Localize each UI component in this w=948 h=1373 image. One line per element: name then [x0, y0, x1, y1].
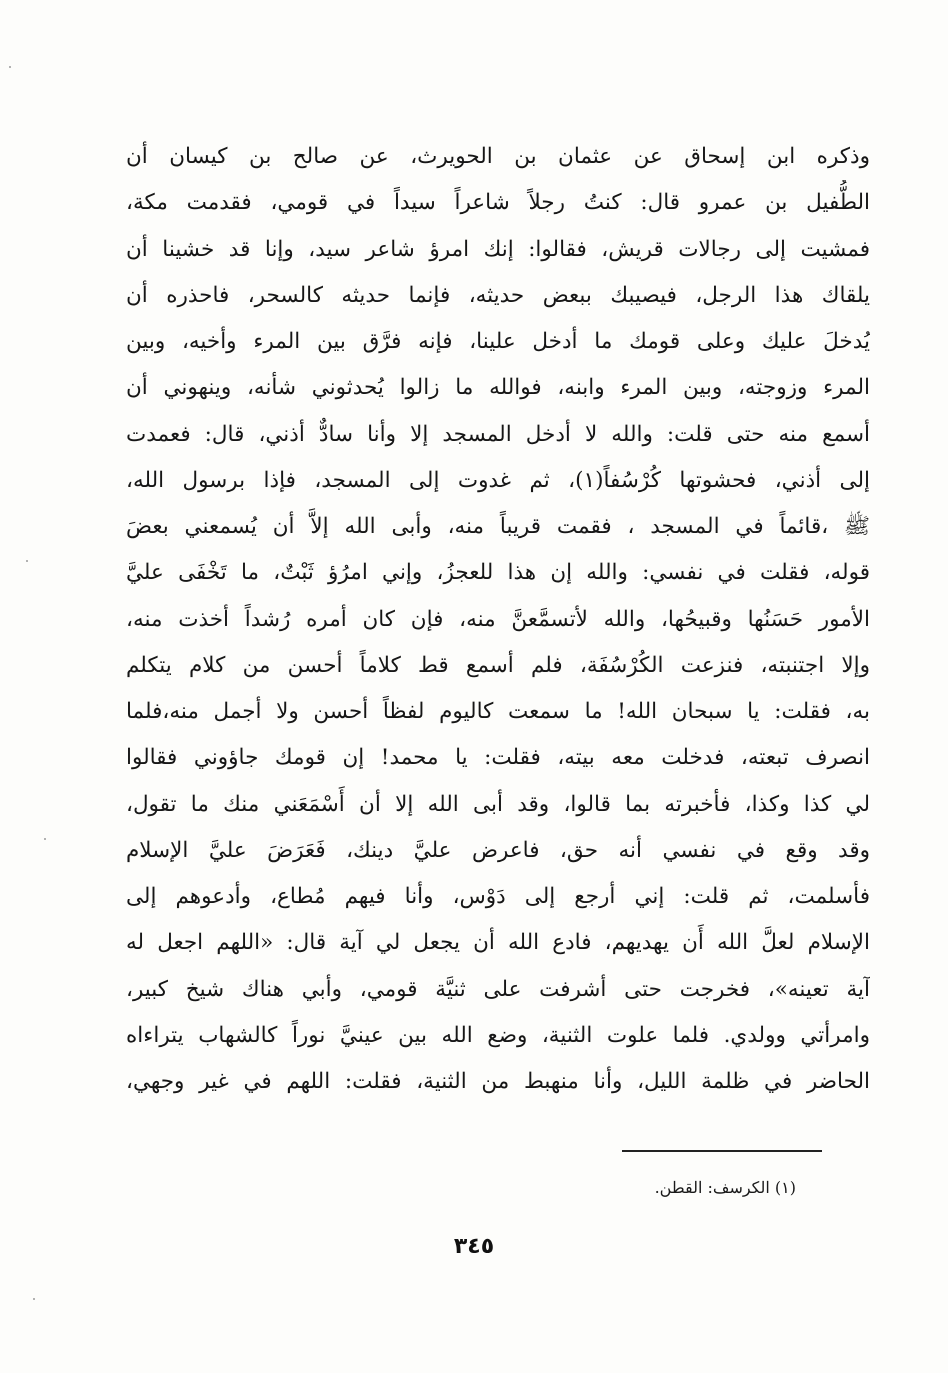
scan-speck [44, 838, 46, 840]
footnote: (١) الكرسف: القطن. [654, 1178, 796, 1197]
text-line: المرء وزوجته، وبين المرء وابنه، فوالله ما زالوا يُحدثوني شأنه، وينهوني أن [126, 375, 870, 401]
text-line: أسمع منه حتى قلت: والله لا أدخل المسجد إلا وأنا سادٌّ أذني، قال: فعمدت [126, 421, 870, 447]
scan-speck [33, 1298, 35, 1300]
text-line: انصرف تبعته، فدخلت معه بيته، فقلت: يا محمد! إن قومك جاؤوني فقالوا [126, 745, 870, 771]
text-line: وامرأتي وولدي. فلما علوت الثنية، وضع الله بين عينيَّ نوراً كالشهاب يتراءاه [126, 1022, 870, 1048]
page-number: ٣٤٥ [453, 1234, 495, 1259]
text-line: إلى أذني، فحشوتها كُرْسُفاً(١)، ثم غدوت إلى المسجد، فإذا برسول الله، [126, 467, 870, 493]
text-line: وإلا اجتنبته، فنزعت الكُرْسُفَة، فلم أسمع قط كلاماً أحسن من كلام يتكلم [126, 652, 870, 678]
text-line: الطُّفيل بن عمرو قال: كنتُ رجلاً شاعراً سيداً في قومي، فقدمت مكة، [126, 190, 870, 216]
text-line: قوله، فقلت في نفسي: والله إن هذا للعجزُ، وإني امرُؤ ثَبْتٌ، ما تَخْفَى عليَّ [126, 560, 870, 586]
text-line: الإسلام لعلَّ الله أَن يهديهم، فادع الله أن يجعل لي آية قال: «اللهم اجعل له [126, 930, 870, 956]
text-line: وذكره ابن إسحاق عن عثمان بن الحويرث، عن صالح بن كيسان أن [126, 144, 870, 169]
scan-speck [9, 66, 11, 68]
main-text [126, 134, 870, 1105]
text-line: فأسلمت، ثم قلت: إني أرجع إلى دَوْس، وأنا فيهم مُطاع، وأدعوهم إلى [126, 884, 870, 909]
text-line: به، فقلت: يا سبحان الله! ما سمعت كاليوم لفظاً أحسن ولا أجمل منه،فلما [126, 699, 870, 724]
scan-speck [26, 560, 28, 562]
text-line: لي كذا وكذا، فأخبرته بما قالوا، وقد أبى الله إلا أن أَسْمَعَني منك ما تقول، [126, 791, 870, 817]
text-line: الأمور حَسَنُها وقبيحُها، والله لأتسمَّعنَّ منه، فإن كان أمره رُشداً أخذت منه، [126, 606, 870, 632]
text-line: يلقاك هذا الرجل، فيصيبك ببعض حديثه، فإنما حديثه كالسحر، فاحذره أن [126, 282, 870, 308]
text-line: الحاضر في ظلمة الليل، وأنا منهبط من الثنية، فقلت: اللهم في غير وجهي، [126, 1069, 870, 1094]
text-line: يُدخلَ عليك وعلى قومك ما أدخل علينا، فإنه فرَّق بين المرء وأخيه، وبين [126, 329, 870, 354]
text-line: ﷺ ،قائماً في المسجد ، فقمت قريباً منه، وأبى الله إلاَّ أن يُسمعني بعضَ [126, 514, 870, 539]
footnote-divider [622, 1150, 822, 1152]
text-line: فمشيت إلى رجالات قريش، فقالوا: إنك امرؤ شاعر سيد، وإنا قد خشينا أن [126, 236, 870, 262]
text-line: آية تعينه»، فخرجت حتى أشرفت على ثنيَّة قومي، وأبي هناك شيخ كبير، [126, 976, 870, 1002]
text-line: وقد وقع في نفسي أنه حق، فاعرض عليَّ دينك، فَعَرَضَ عليَّ الإسلام [126, 837, 870, 863]
